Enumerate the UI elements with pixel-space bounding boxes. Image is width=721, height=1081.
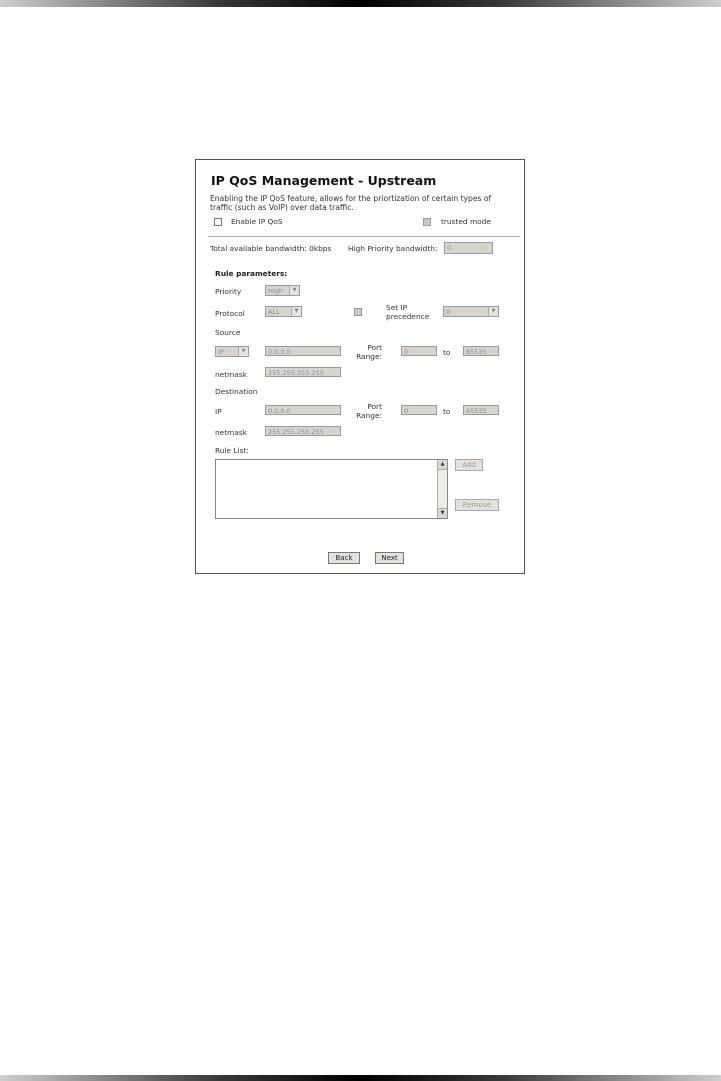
divider	[208, 236, 520, 237]
scroll-up-icon[interactable]: ▲	[438, 460, 447, 470]
back-button[interactable]: Back	[328, 552, 360, 564]
enable-qos-label: Enable IP QoS	[231, 217, 283, 226]
scroll-down-icon[interactable]: ▼	[438, 508, 447, 518]
destination-heading: Destination	[215, 387, 258, 396]
enable-qos-checkbox[interactable]	[214, 218, 222, 226]
source-to-label: to	[443, 348, 451, 357]
source-netmask-label: netmask	[215, 370, 247, 379]
priority-label: Priority	[215, 287, 242, 296]
chevron-down-icon: ▼	[488, 307, 498, 316]
trusted-mode-checkbox[interactable]	[423, 218, 431, 226]
protocol-select[interactable]	[265, 306, 302, 317]
destination-to-label: to	[443, 407, 451, 416]
bottom-decorative-bar	[0, 1075, 721, 1081]
protocol-label: Protocol	[215, 309, 245, 318]
chevron-down-icon: ▼	[238, 347, 248, 356]
remove-rule-button[interactable]: Remove	[455, 499, 499, 511]
source-port-to-input[interactable]: 65535	[463, 346, 499, 356]
set-ip-precedence-label: Set IP precedence	[386, 303, 430, 321]
source-port-range-label: Port Range:	[356, 343, 382, 361]
page-description: Enabling the IP QoS feature, allows for the priortization of certain types of traffic (such as VoIP) over data traffic.	[210, 194, 492, 212]
trusted-mode-label: trusted mode	[441, 217, 491, 226]
source-netmask-input[interactable]: 255.255.255.255	[265, 367, 341, 377]
page-title: IP QoS Management - Upstream	[211, 173, 437, 188]
source-port-from-input[interactable]: 0	[401, 346, 437, 356]
chevron-down-icon: ▼	[289, 286, 299, 295]
set-ip-precedence-checkbox[interactable]	[354, 308, 362, 316]
rule-list-box[interactable]	[215, 459, 448, 519]
top-decorative-bar	[0, 0, 721, 7]
source-heading: Source	[215, 328, 241, 337]
high-priority-bandwidth-label: High Priority bandwidth:	[348, 244, 438, 253]
destination-port-to-input[interactable]: 65535	[463, 405, 499, 415]
destination-port-range-label: Port Range:	[356, 402, 382, 420]
destination-netmask-label: netmask	[215, 428, 247, 437]
source-type-value: IP	[218, 348, 224, 356]
priority-value: High	[268, 287, 283, 295]
priority-select[interactable]	[265, 285, 300, 296]
next-button[interactable]: Next	[375, 552, 404, 564]
qos-panel	[195, 159, 525, 574]
rule-list-scrollbar[interactable]	[437, 460, 447, 518]
protocol-value: ALL	[268, 308, 280, 316]
destination-ip-input[interactable]: 0.0.0.0	[265, 405, 341, 415]
rule-parameters-heading: Rule parameters:	[215, 269, 288, 278]
rule-list-label: Rule List:	[215, 446, 249, 455]
destination-ip-label: IP	[215, 407, 222, 416]
precedence-select[interactable]	[443, 306, 499, 317]
high-priority-bandwidth-input[interactable]: 0	[444, 242, 493, 254]
total-bandwidth-text: Total available bandwidth: 0kbps	[210, 244, 332, 253]
destination-port-from-input[interactable]: 0	[401, 405, 437, 415]
destination-netmask-input[interactable]: 255.255.255.255	[265, 426, 341, 436]
source-ip-input[interactable]: 0.0.0.0	[265, 346, 341, 356]
add-rule-button[interactable]: Add	[455, 459, 483, 471]
precedence-value: 0	[446, 308, 451, 316]
chevron-down-icon: ▼	[291, 307, 301, 316]
source-type-select[interactable]	[215, 346, 249, 357]
